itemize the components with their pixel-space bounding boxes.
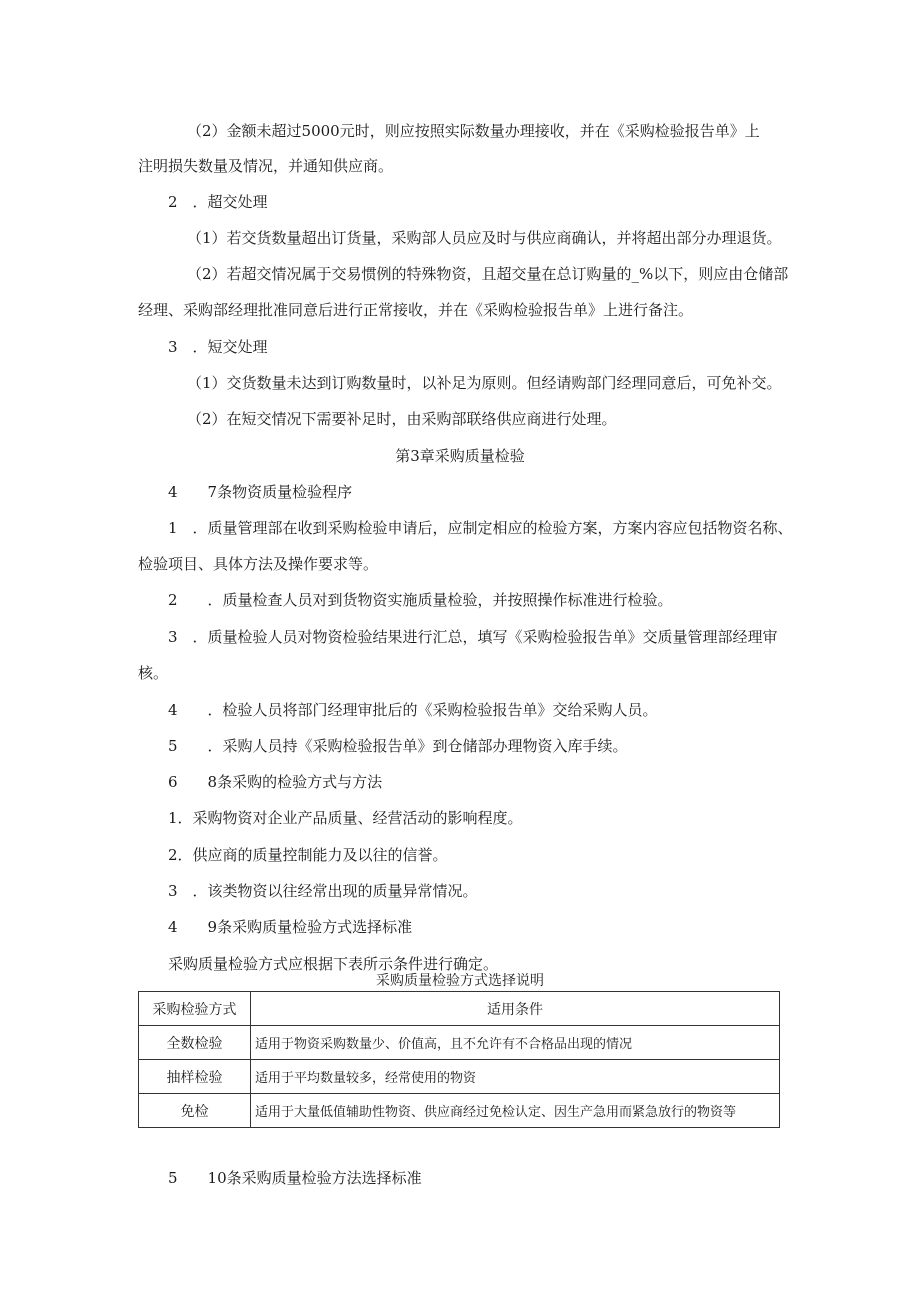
article-heading: 4 7条物资质量检验程序 [168, 483, 353, 501]
paragraph-line: （2）金额未超过5000元时，则应按照实际数量办理接收，并在《采购检验报告单》上 [187, 122, 760, 140]
table-cell: 适用于大量低值辅助性物资、供应商经过免检认定、因生产急用而紧急放行的物资等 [251, 1094, 780, 1128]
table-row [139, 1026, 780, 1060]
paragraph-line: 1 ．质量管理部在收到采购检验申请后，应制定相应的检验方案，方案内容应包括物资名称、 [168, 519, 793, 537]
article-heading: 6 8条采购的检验方式与方法 [168, 773, 383, 791]
table-cell: 适用于物资采购数量少、价值高，且不允许有不合格品出现的情况 [251, 1026, 780, 1060]
chapter-title: 第3章采购质量检验 [395, 447, 525, 465]
paragraph-line: 3 ．质量检验人员对物资检验结果进行汇总，填写《采购检验报告单》交质量管理部经理审 [168, 628, 778, 646]
paragraph-line: 经理、采购部经理批准同意后进行正常接收，并在《采购检验报告单》上进行备注。 [138, 301, 694, 319]
table-header-cell: 适用条件 [251, 992, 780, 1026]
paragraph-line: （1）交货数量未达到订购数量时，以补足为原则。但经请购部门经理同意后，可免补交。 [187, 374, 782, 392]
paragraph-line: 4 ．检验人员将部门经理审批后的《采购检验报告单》交给采购人员。 [168, 701, 658, 719]
section-heading: 3 ．短交处理 [168, 338, 268, 356]
table-cell: 免检 [139, 1094, 251, 1128]
paragraph-line: （2）若超交情况属于交易惯例的特殊物资，且超交量在总订购量的_%以下，则应由仓储部 [187, 265, 789, 283]
paragraph-line: 5 ．采购人员持《采购检验报告单》到仓储部办理物资入库手续。 [168, 737, 628, 755]
paragraph-line: 核。 [138, 664, 169, 682]
table-cell: 全数检验 [139, 1026, 251, 1060]
table-cell: 适用于平均数量较多，经常使用的物资 [251, 1060, 780, 1094]
paragraph-line: （2）在短交情况下需要补足时，由采购部联络供应商进行处理。 [187, 410, 617, 428]
section-heading: 2 ．超交处理 [168, 193, 268, 211]
paragraph-line: 2 ．质量检查人员对到货物资实施质量检验，并按照操作标准进行检验。 [168, 591, 673, 609]
list-item: 2．供应商的质量控制能力及以往的信誉。 [168, 846, 448, 864]
table-row [139, 1094, 780, 1128]
article-heading: 5 10条采购质量检验方法选择标准 [168, 1169, 422, 1187]
paragraph-line: 采购质量检验方式应根据下表所示条件进行确定。 [168, 955, 499, 973]
table-header-row [139, 992, 780, 1026]
list-item: 1．采购物资对企业产品质量、经营活动的影响程度。 [168, 809, 523, 827]
list-item: 3 ．该类物资以往经常出现的质量异常情况。 [168, 882, 478, 900]
paragraph-line: （1）若交货数量超出订货量，采购部人员应及时与供应商确认，并将超出部分办理退货。 [187, 229, 782, 247]
inspection-method-table [138, 991, 780, 1128]
table-cell: 抽样检验 [139, 1060, 251, 1094]
paragraph-line: 注明损失数量及情况，并通知供应商。 [138, 157, 394, 175]
article-heading: 4 9条采购质量检验方式选择标准 [168, 918, 413, 936]
table-row [139, 1060, 780, 1094]
table-header-cell: 采购检验方式 [139, 992, 251, 1026]
table-caption: 采购质量检验方式选择说明 [376, 973, 544, 989]
paragraph-line: 检验项目、具体方法及操作要求等。 [138, 555, 379, 573]
